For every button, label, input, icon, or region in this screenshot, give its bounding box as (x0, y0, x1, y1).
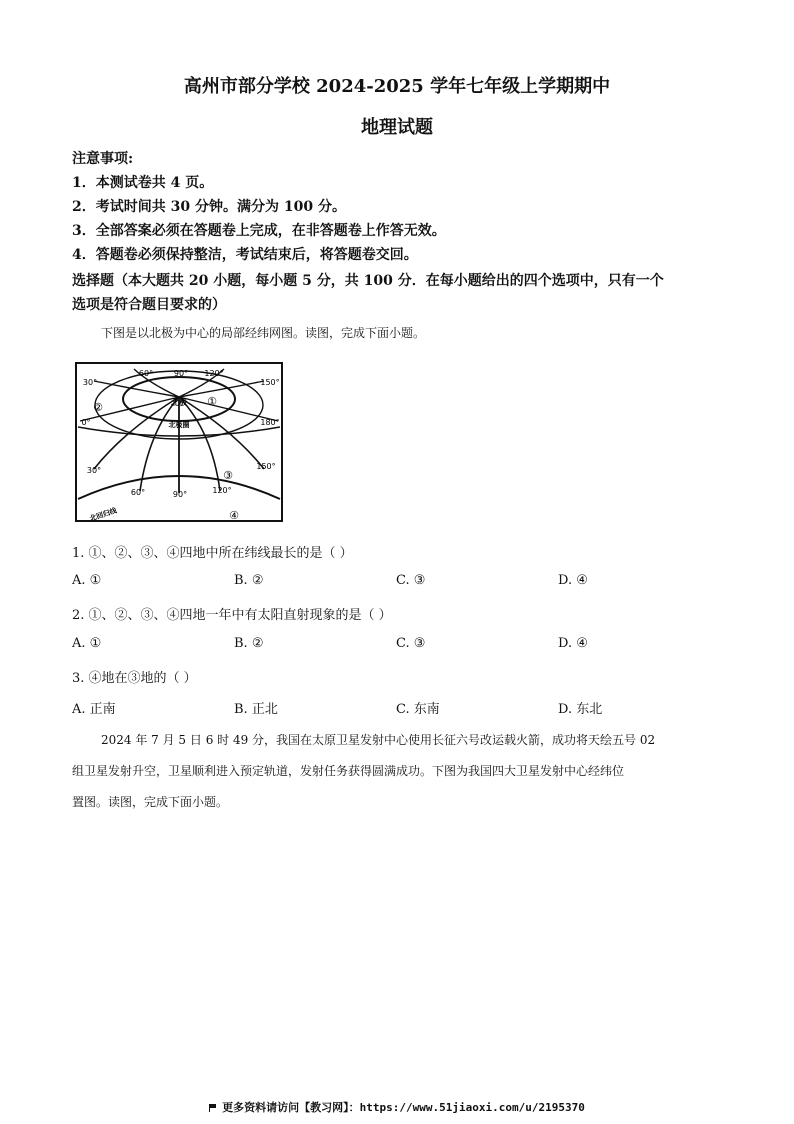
point-1-label: ① (207, 395, 217, 408)
lon-label: 0° (81, 418, 91, 427)
lon-label: 60° (130, 488, 146, 497)
point-4-label: ④ (229, 509, 239, 522)
notes-item: 1．本测试卷共 4 页。 (72, 175, 214, 191)
page-title: 高州市部分学校 2024-2025 学年七年级上学期期中 (183, 76, 611, 97)
lon-label: 180° (260, 418, 280, 427)
option-a[interactable]: A. 正南 (72, 702, 116, 717)
question-stem: 2. ①、②、③、④四地一年中有太阳直射现象的是（ ） (72, 608, 392, 623)
lon-label: 150° (256, 462, 276, 471)
intro-text: 下图是以北极为中心的局部经纬网图。读图，完成下面小题。 (101, 326, 426, 340)
option-d[interactable]: D. ④ (558, 573, 588, 588)
notes-item: 3．全部答案必须在答题卷上完成，在非答题卷上作答无效。 (72, 223, 446, 239)
option-c[interactable]: C. ③ (396, 573, 426, 588)
footer[interactable] (0, 1099, 794, 1115)
pole-label: 北极 (171, 398, 187, 407)
option-d[interactable]: D. 东北 (558, 702, 603, 717)
option-b[interactable]: B. 正北 (234, 702, 278, 717)
option-c[interactable]: C. ③ (396, 636, 426, 651)
option-a[interactable]: A. ① (72, 573, 102, 588)
point-2-label: ② (93, 401, 103, 414)
question-stem: 1. ①、②、③、④四地中所在纬线最长的是（ ） (72, 546, 353, 561)
lon-label: 150° (260, 378, 280, 387)
lon-label: 90° (172, 490, 188, 499)
passage-line: 置图。读图，完成下面小题。 (72, 795, 229, 809)
notes-heading: 注意事项: (72, 151, 134, 167)
question-stem: 3. ④地在③地的（ ） (72, 671, 197, 686)
lon-label: 60° (138, 369, 154, 378)
page-subtitle: 地理试题 (361, 117, 433, 138)
option-a[interactable]: A. ① (72, 636, 102, 651)
section-instructions: 选择题（本大题共 20 小题，每小题 5 分，共 100 分．在每小题给出的四个选项中，只有一个 (72, 273, 664, 289)
notes-item: 2．考试时间共 30 分钟。满分为 100 分。 (72, 199, 346, 215)
passage-line: 组卫星发射升空，卫星顺利进入预定轨道，发射任务获得圆满成功。下图为我国四大卫星发射中心经纬位 (72, 764, 625, 778)
lon-label: 30° (82, 378, 98, 387)
passage-line: 2024 年 7 月 5 日 6 时 49 分，我国在太原卫星发射中心使用长征六号改运载火箭，成功将天绘五号 02 (101, 733, 656, 747)
option-b[interactable]: B. ② (234, 573, 264, 588)
lon-label: 30° (86, 466, 102, 475)
option-d[interactable]: D. ④ (558, 636, 588, 651)
lon-label: 120° (204, 369, 224, 378)
lon-label: 90° (173, 369, 189, 378)
option-b[interactable]: B. ② (234, 636, 264, 651)
polar-graticule-map (74, 361, 284, 523)
lon-label: 120° (212, 486, 232, 495)
footer-link[interactable]: 更多资料请访问【教习网】：https://www.51jiaoxi.com/u/2195370 (222, 1101, 585, 1114)
section-instructions-cont: 选项是符合题目要求的） (72, 297, 226, 313)
point-3-label: ③ (223, 469, 233, 482)
tropic-label: 北回归线 (88, 506, 118, 523)
notes-item: 4．答题卷必须保持整洁，考试结束后，将答题卷交回。 (72, 247, 418, 263)
option-c[interactable]: C. 东南 (396, 702, 440, 717)
flag-icon (209, 1104, 218, 1112)
arctic-circle-label: 北极圈 (168, 421, 190, 429)
